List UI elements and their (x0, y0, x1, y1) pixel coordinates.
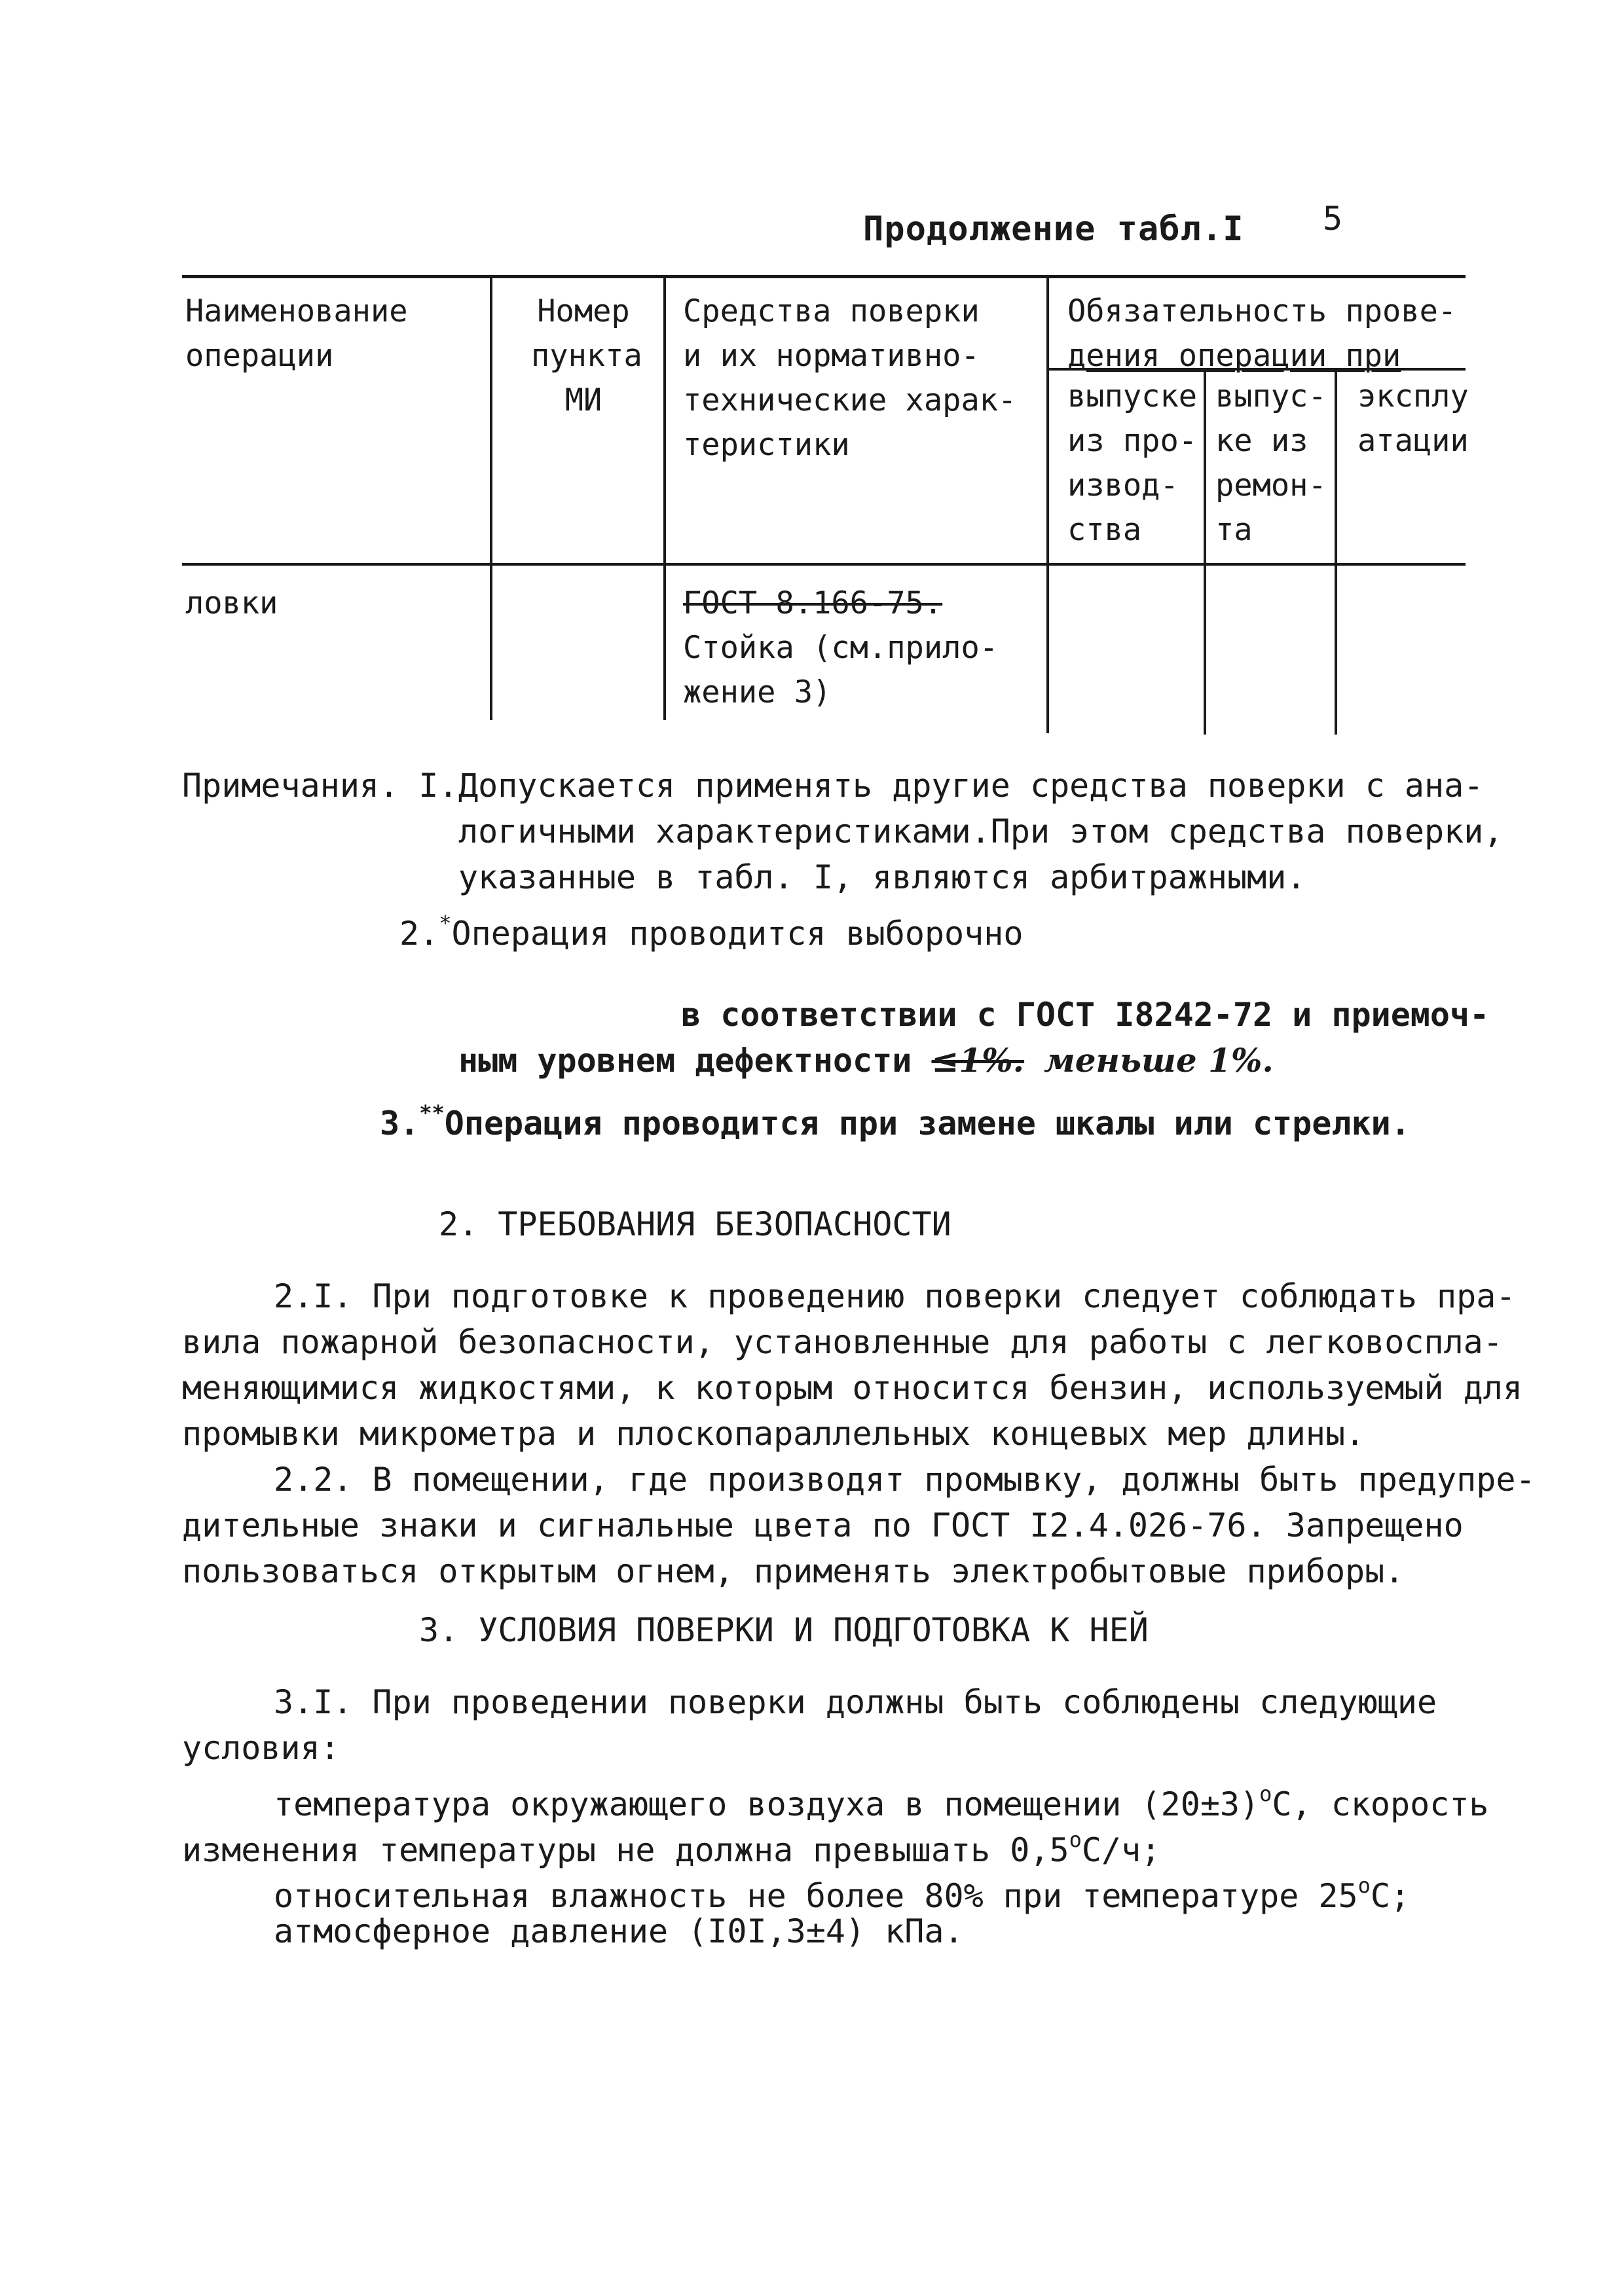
section-2-paragraph-line: дительные знаки и сигнальные цвета по ГОСТ I2.4.026-76. Запрещено (182, 1506, 1464, 1544)
header-bottom-rule (182, 563, 1466, 566)
note-2 (399, 900, 1023, 957)
table-caption: Продолжение табл.I (863, 210, 1244, 249)
row-verification-means (683, 581, 998, 715)
section-2-paragraph-line: меняющимися жидкостями, к которым относится бензин, используемый для (182, 1369, 1522, 1407)
header-text: из про- (1067, 423, 1198, 459)
header-text: Номер (537, 293, 630, 329)
section-2-paragraph-line: вила пожарной безопасности, установленные для работы с легковоспла- (182, 1323, 1503, 1361)
note-3-number: 3. (380, 1104, 420, 1142)
condition-text: температура окружающего воздуха в помещении (20±3) (274, 1785, 1260, 1823)
header-mandatory-group (1067, 289, 1456, 378)
header-release-production (1067, 374, 1197, 553)
header-text: и их нормативно- (683, 338, 980, 374)
operations-table (182, 275, 1469, 733)
header-operation-use (1357, 374, 1469, 464)
handwritten-struck-value: ≤1%. (931, 1041, 1025, 1080)
cell-text: ловки (185, 585, 278, 621)
header-text: ке из (1215, 423, 1308, 459)
condition-text: С/ч; (1081, 1831, 1161, 1869)
condition-text: С, скорость (1272, 1785, 1489, 1823)
header-text: пункта (531, 338, 642, 374)
section-2-paragraph-line: 2.I. При подготовке к проведению поверки следует соблюдать пра- (274, 1277, 1516, 1315)
note-3-text: Операция проводится при замене шкалы или стрелки. (444, 1104, 1411, 1142)
cell-text: жение 3) (683, 674, 832, 710)
note-1-label: Примечания. I. (182, 767, 458, 805)
table-top-rule (182, 275, 1466, 278)
row-operation-name (185, 581, 278, 626)
cell-text: Стойка (см.прило- (683, 630, 999, 666)
col-divider-2 (663, 275, 666, 720)
header-text: выпус- (1215, 378, 1327, 414)
section-2-title: 2. ТРЕБОВАНИЯ БЕЗОПАСНОСТИ (439, 1205, 951, 1243)
section-3-paragraph-line: 3.I. При проведении поверки должны быть соблюдены следующие (274, 1683, 1437, 1721)
degree-mark: o (1357, 1873, 1371, 1898)
col-divider-4 (1204, 368, 1206, 735)
condition-text: относительная влажность не более 80% при температуре 25 (274, 1877, 1358, 1915)
struck-standard-ref: ГОСТ 8.166-75. (683, 585, 943, 621)
header-text: дения операции при (1067, 338, 1401, 374)
header-text: МИ (564, 382, 602, 418)
section-3-title: 3. УСЛОВИЯ ПОВЕРКИ И ПОДГОТОВКА К НЕЙ (419, 1611, 1149, 1649)
note-2-number: 2. (399, 915, 439, 953)
degree-mark: o (1259, 1781, 1272, 1806)
section-2-paragraph-line: промывки микрометра и плоскопараллельных концевых мер длины. (182, 1415, 1365, 1453)
header-text: технические харак- (683, 382, 1017, 418)
degree-mark: o (1069, 1827, 1082, 1852)
condition-text: изменения температуры не должна превышать 0,5 (182, 1831, 1069, 1869)
note-1-line: указанные в табл. I, являются арбитражными. (458, 858, 1306, 896)
condition-pressure: атмосферное давление (I0I,3±4) кПа. (274, 1912, 964, 1950)
header-text: эксплу (1357, 378, 1469, 414)
page-number: 5 (1323, 200, 1343, 238)
col-divider-3 (1046, 275, 1049, 733)
header-verification-means (683, 289, 1016, 467)
note-2-continuation: в соответствии с ГОСТ I8242-72 и приемоч- (681, 996, 1490, 1034)
header-release-repair (1215, 374, 1327, 553)
section-2-paragraph-line: пользоваться открытым огнем, применять электробытовые приборы. (182, 1552, 1405, 1590)
header-text: ства (1067, 512, 1142, 548)
header-text: ремон- (1215, 467, 1327, 503)
header-text: операции (185, 338, 334, 374)
condition-text: С; (1370, 1877, 1411, 1915)
note-2-defect-level (458, 1038, 1274, 1084)
note-1-line: Допускается применять другие средства поверки с ана- (458, 767, 1484, 805)
header-text: Обязательность прове- (1067, 293, 1457, 329)
note-1-line: логичными характеристиками.При этом средства поверки, (458, 812, 1504, 850)
section-2-paragraph-line: 2.2. В помещении, где производят промывку, должны быть предупре- (274, 1461, 1536, 1499)
header-text: атации (1357, 423, 1469, 459)
col-divider-5 (1335, 368, 1337, 735)
col-divider-1 (490, 275, 492, 720)
header-text: та (1215, 512, 1253, 548)
note-3 (380, 1090, 1411, 1146)
handwritten-correction: меньше 1%. (1044, 1041, 1274, 1080)
header-operation-name (185, 289, 408, 378)
header-text: Наименование (185, 293, 408, 329)
header-text: Средства поверки (683, 293, 980, 329)
note-2-continuation: ным уровнем дефектности (458, 1042, 912, 1080)
section-3-paragraph-line: условия: (182, 1729, 340, 1767)
note-2-text: Операция проводится выборочно (451, 915, 1024, 953)
header-text: извод- (1067, 467, 1179, 503)
double-asterisk-mark: ** (419, 1101, 445, 1125)
header-text: выпуске (1067, 378, 1198, 414)
header-text: теристики (683, 427, 850, 463)
asterisk-mark: * (439, 911, 452, 936)
header-item-number (531, 289, 642, 423)
